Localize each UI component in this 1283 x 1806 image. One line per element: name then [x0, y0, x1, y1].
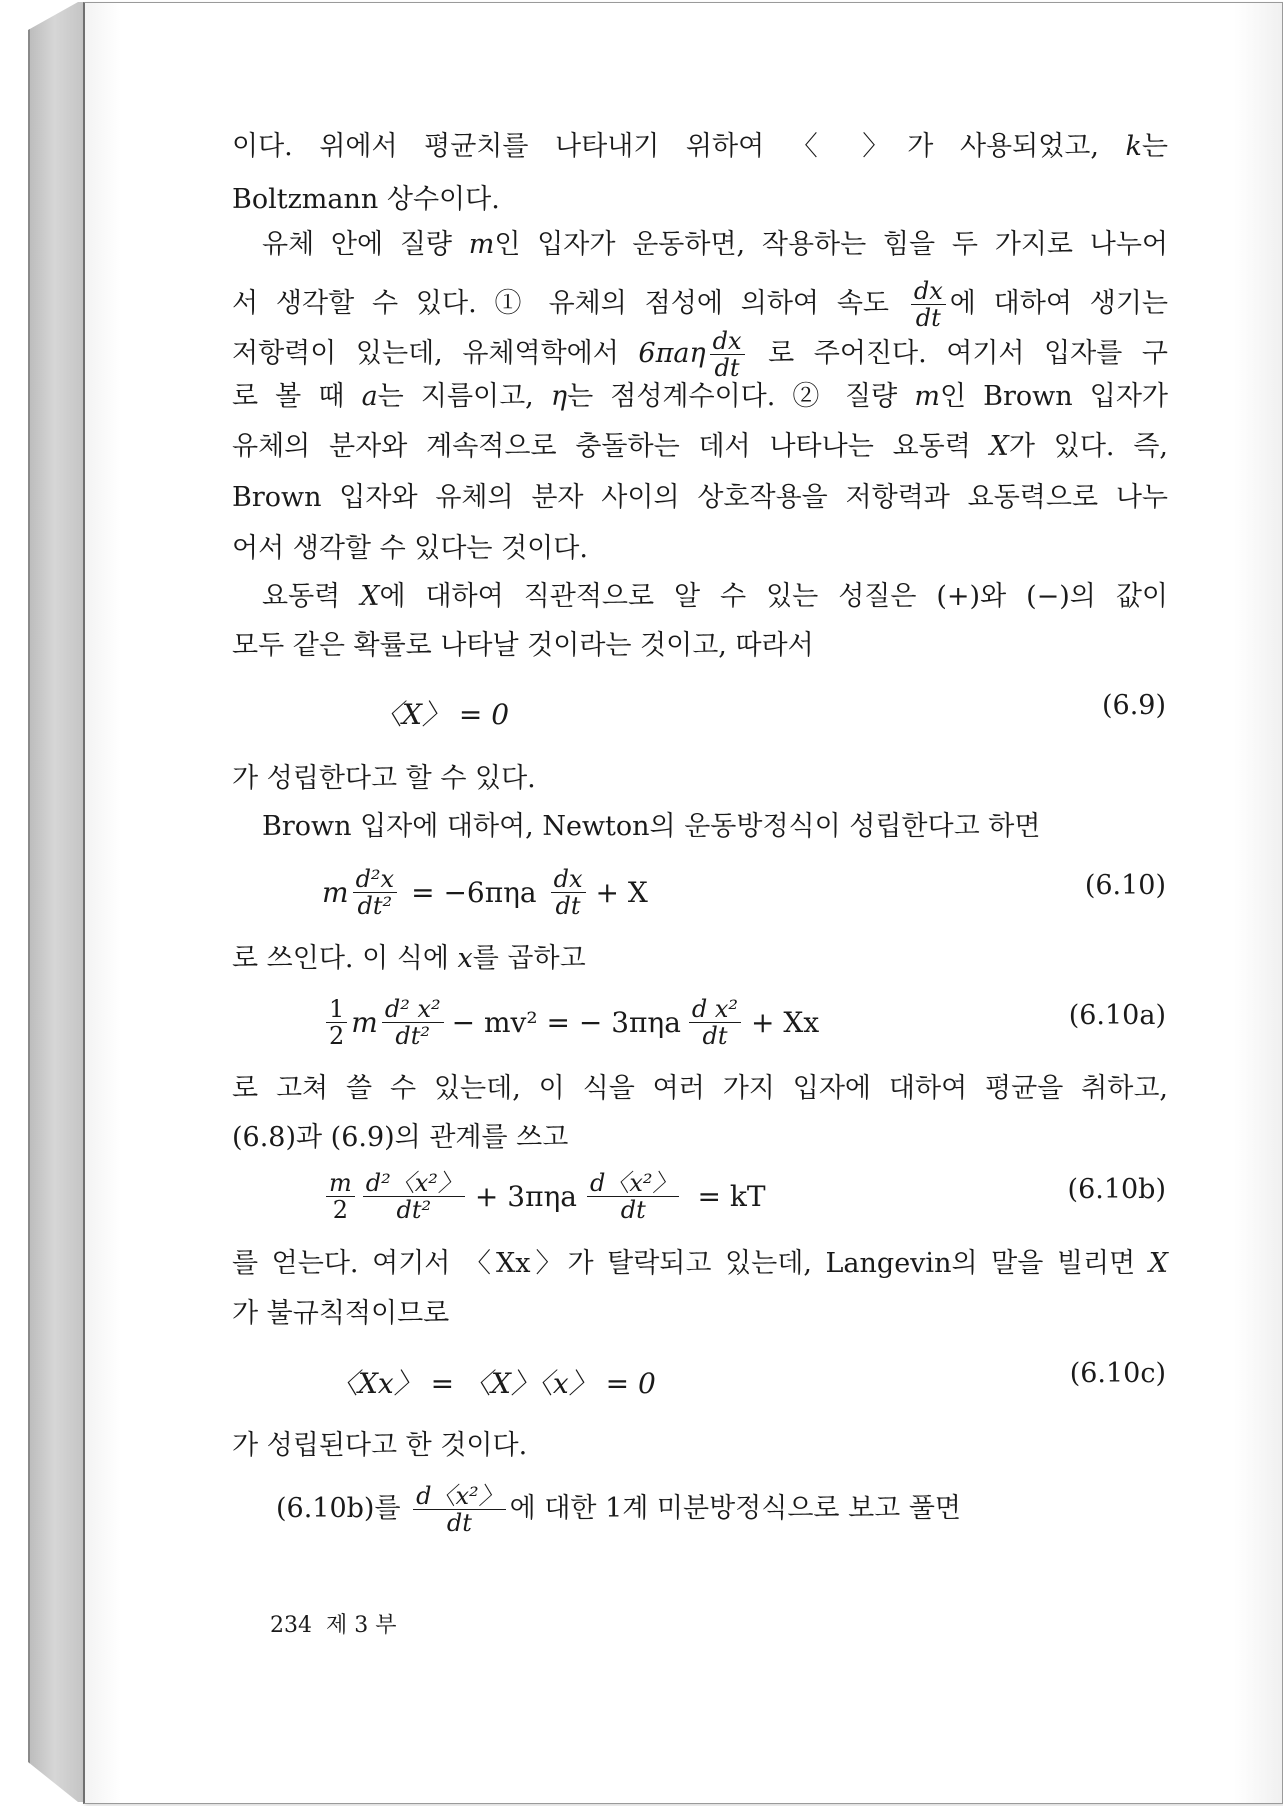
equation-label: (6.10a): [1068, 1000, 1166, 1031]
part-label: 제 3 부: [326, 1613, 397, 1638]
equation-label: (6.9): [1101, 690, 1166, 721]
fraction: $\frac{\text{d〈x²〉}}{dt}$: [587, 1170, 680, 1223]
fraction: $\frac{\text{d²x}}{\text{dt²}}$: [353, 866, 398, 919]
text-line: 이다. 위에서 평균치를 나타내기 위하여 〈 〉가 사용되었고, k는: [232, 131, 1168, 162]
equation-label: (6.10b): [1067, 1174, 1166, 1205]
text-line: (6.8)과 (6.9)의 관계를 쓰고: [232, 1122, 569, 1153]
fraction: $\frac{\text{d x²}}{dt}$: [689, 996, 741, 1049]
fraction: $\frac{m}{2}$: [326, 1170, 355, 1223]
text-line: Brown 입자에 대하여, Newton의 운동방정식이 성립한다고 하면: [262, 811, 1041, 842]
text-line: 저항력이 있는데, 유체역학에서 6πaη $\frac{dx}{dt}$ 로 주어진다. 여기서 입자를 구: [232, 327, 1168, 382]
equation-6-10a: $\frac{1}{2}$ m $\frac{\text{d² x²}}{\text{dt²}}$ − mv² = − 3πηa $\frac{\text{d x²}}{dt}$ + Xx: [322, 990, 819, 1054]
text-line: 서 생각할 수 있다. ① 유체의 점성에 의하여 속도 $\frac{dx}{dt}$ 에 대하여 생기는: [232, 277, 1168, 332]
text-line: 로 고쳐 쓸 수 있는데, 이 식을 여러 가지 입자에 대하여 평균을 취하고,: [232, 1073, 1168, 1104]
equation-6-10c: 〈Xx〉 = 〈X〉〈x〉 = 0: [330, 1367, 656, 1400]
fraction: $\frac{\text{d²〈x²〉}}{\text{dt²}}$: [363, 1170, 465, 1223]
text-line: 유체의 분자와 계속적으로 충돌하는 데서 나타나는 요동력 X가 있다. 즉,: [232, 431, 1168, 462]
fraction: $\frac{\text{d〈x²〉}}{dt}$: [413, 1483, 506, 1536]
equation-label: (6.10): [1084, 870, 1166, 901]
book-spine: [28, 2, 85, 1802]
text-line: (6.10b)를 $\frac{\text{d〈x²〉}}{dt}$ 에 대한 1계 미분방정식으로 보고 풀면: [276, 1482, 961, 1537]
text-line: 로 볼 때 a는 지름이고, η는 점성계수이다. ② 질량 m인 Brown 입자가: [232, 381, 1168, 412]
page-footer: [270, 1608, 411, 1639]
fraction: $\frac{dx}{dt}$: [710, 328, 745, 381]
text-line: 모두 같은 확률로 나타날 것이라는 것이고, 따라서: [232, 630, 814, 661]
equation-6-10: m $\frac{\text{d²x}}{\text{dt²}}$ = −6πηa $\frac{dx}{dt}$ + X: [322, 864, 648, 920]
equation-label: (6.10c): [1069, 1358, 1166, 1389]
text-line: 요동력 X에 대하여 직관적으로 알 수 있는 성질은 (+)와 (−)의 값이: [262, 581, 1168, 612]
text-line: 가 불규칙적이므로: [232, 1298, 450, 1329]
text-line: 가 성립한다고 할 수 있다.: [232, 763, 536, 794]
fraction: $\frac{dx}{dt}$: [551, 866, 586, 919]
page-number: 234: [270, 1613, 312, 1638]
text-line: Brown 입자와 유체의 분자 사이의 상호작용을 저항력과 요동력으로 나누: [232, 482, 1168, 513]
fraction: $\frac{\text{d² x²}}{\text{dt²}}$: [382, 996, 444, 1049]
fraction: $\frac{dx}{dt}$: [911, 278, 946, 331]
text-line: 유체 안에 질량 m인 입자가 운동하면, 작용하는 힘을 두 가지로 나누어: [262, 229, 1168, 260]
equation-6-9: 〈X〉 = 0: [374, 698, 510, 731]
text-line: 를 얻는다. 여기서 〈Xx〉가 탈락되고 있는데, Langevin의 말을 빌리면 X: [232, 1248, 1168, 1279]
equation-6-10b: $\frac{m}{2}$ $\frac{\text{d²〈x²〉}}{\text{dt²}}$ + 3πηa $\frac{\text{d〈x²〉}}{dt}$ = kT: [322, 1164, 766, 1228]
text-line: 가 성립된다고 한 것이다.: [232, 1430, 528, 1461]
text-line: 로 쓰인다. 이 식에 x를 곱하고: [232, 943, 586, 974]
text-line: 어서 생각할 수 있다는 것이다.: [232, 533, 588, 564]
fraction: $\frac{1}{2}$: [326, 996, 347, 1049]
text-line: Boltzmann 상수이다.: [232, 184, 500, 215]
